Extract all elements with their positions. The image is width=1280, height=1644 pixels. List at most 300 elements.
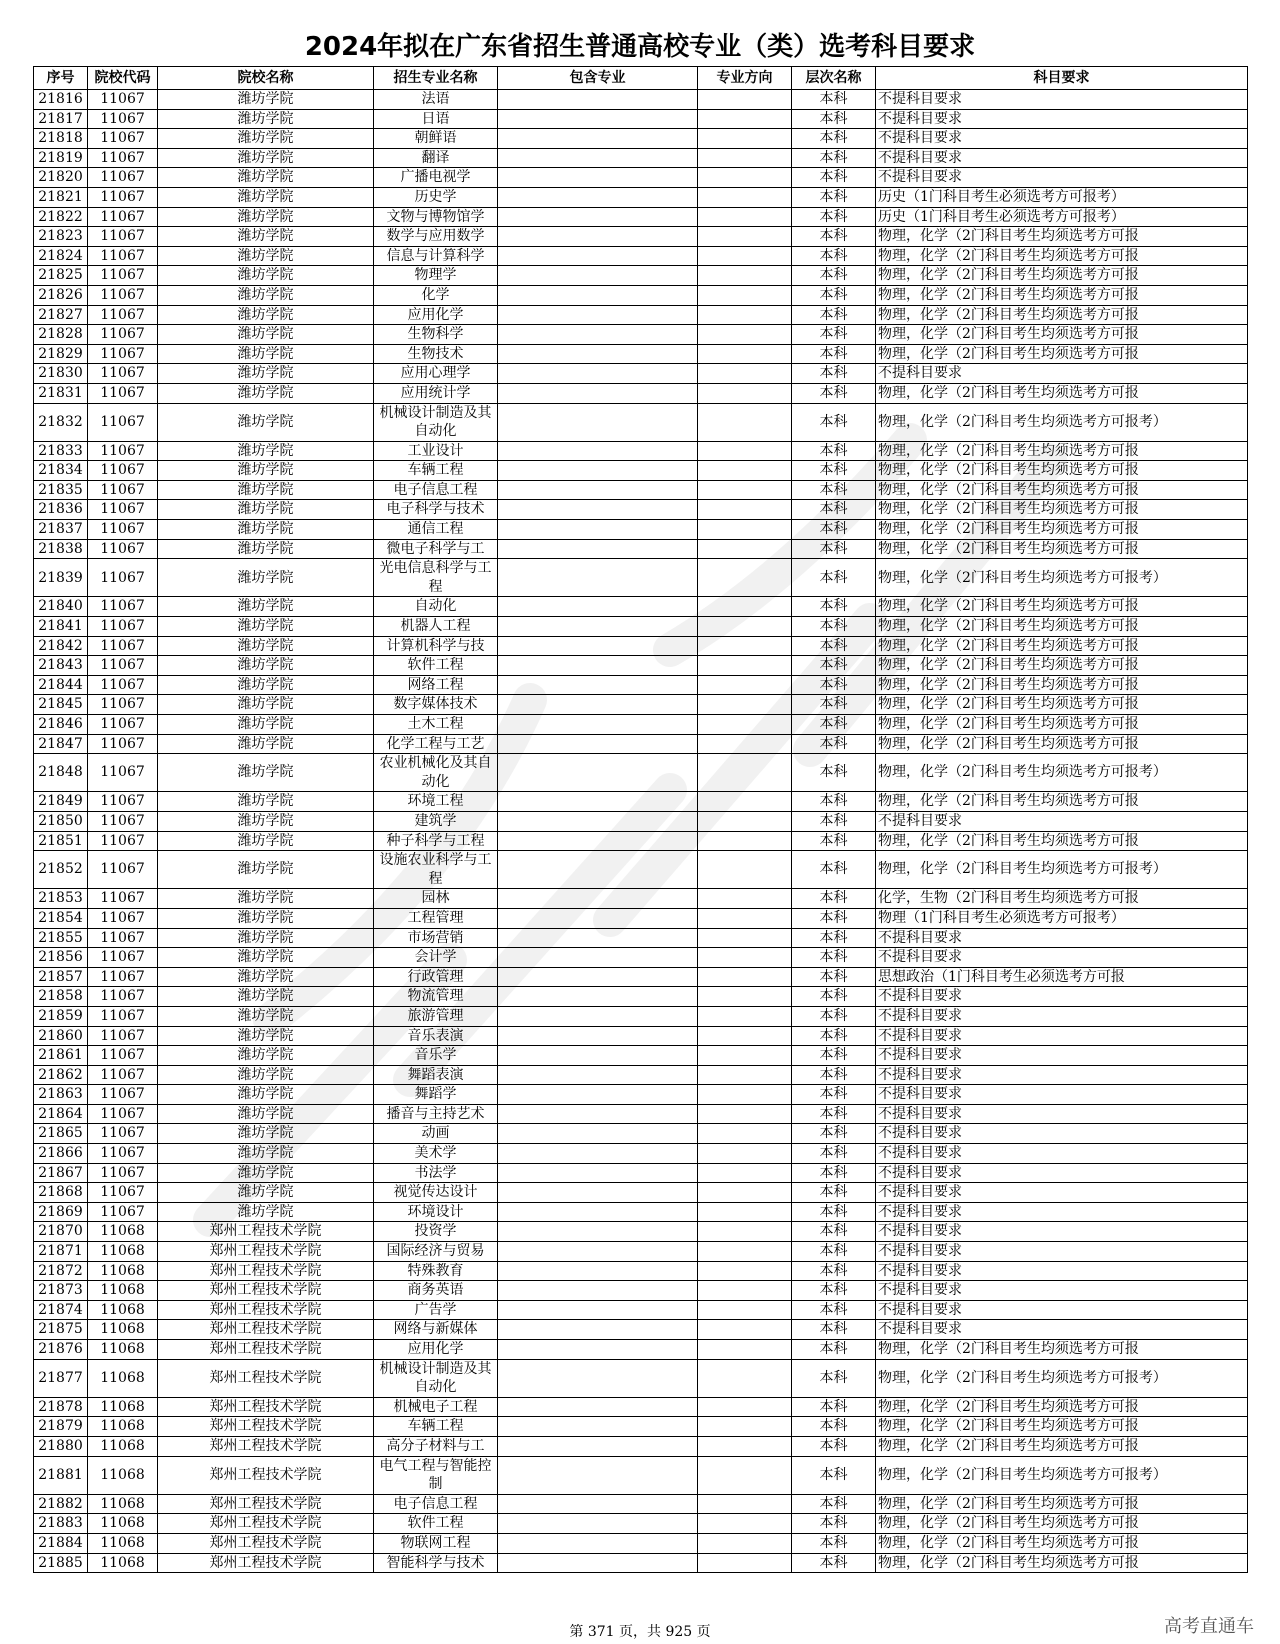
col-requirement-cell: 物理，化学（2门科目考生均须选考方可报 [876,715,1248,735]
col-level-cell: 本科 [792,1320,876,1340]
col-major-name-cell: 光电信息科学与工程 [374,559,498,597]
col-level-cell: 本科 [792,908,876,928]
col-included-majors-cell [498,109,698,129]
col-school-name-cell: 潍坊学院 [158,344,374,364]
col-level-cell: 本科 [792,754,876,792]
col-seq-cell: 21862 [34,1065,88,1085]
col-included-majors-cell [498,948,698,968]
table-row [34,1417,1248,1437]
col-requirement-cell: 历史（1门科目考生必须选考方可报考） [876,187,1248,207]
col-school-name-cell: 潍坊学院 [158,1202,374,1222]
col-seq-cell: 21852 [34,851,88,889]
table-row [34,403,1248,441]
col-school-name-cell: 郑州工程技术学院 [158,1261,374,1281]
col-level-cell: 本科 [792,967,876,987]
col-major-name-cell: 设施农业科学与工程 [374,851,498,889]
col-school-code-cell: 11067 [88,811,158,831]
col-direction-cell [698,285,792,305]
col-included-majors-cell [498,617,698,637]
col-requirement-cell: 化学，生物（2门科目考生均须选考方可报 [876,889,1248,909]
col-seq-cell: 21860 [34,1026,88,1046]
col-included-majors-cell [498,1494,698,1514]
col-level-cell: 本科 [792,1436,876,1456]
col-school-name-cell: 郑州工程技术学院 [158,1222,374,1242]
col-included-majors-cell [498,754,698,792]
col-direction-cell [698,811,792,831]
table-row [34,1065,1248,1085]
col-level-cell: 本科 [792,656,876,676]
col-seq-cell: 21840 [34,597,88,617]
col-school-name-cell: 潍坊学院 [158,207,374,227]
col-level-cell: 本科 [792,266,876,286]
col-school-code-cell: 11067 [88,754,158,792]
col-major-name-cell: 广播电视学 [374,168,498,188]
col-major-name-cell: 环境设计 [374,1202,498,1222]
col-school-code-cell: 11068 [88,1494,158,1514]
col-requirement-cell: 物理，化学（2门科目考生均须选考方可报 [876,1533,1248,1553]
col-level-cell: 本科 [792,383,876,403]
col-included-majors-cell [498,403,698,441]
col-school-code-cell: 11068 [88,1553,158,1573]
col-requirement-cell: 不提科目要求 [876,1242,1248,1262]
col-requirement-cell: 不提科目要求 [876,1144,1248,1164]
col-level-cell: 本科 [792,285,876,305]
col-level-cell: 本科 [792,520,876,540]
col-direction-cell [698,908,792,928]
col-direction-cell [698,1006,792,1026]
col-requirement-cell: 物理，化学（2门科目考生均须选考方可报考） [876,851,1248,889]
col-school-code-cell: 11067 [88,441,158,461]
col-requirement-cell: 不提科目要求 [876,148,1248,168]
col-school-code-cell: 11067 [88,948,158,968]
header-col-requirement: 科目要求 [876,67,1248,90]
col-level-cell: 本科 [792,1144,876,1164]
col-major-name-cell: 音乐学 [374,1046,498,1066]
col-requirement-cell: 物理，化学（2门科目考生均须选考方可报 [876,1397,1248,1417]
col-direction-cell [698,928,792,948]
col-included-majors-cell [498,1553,698,1573]
col-direction-cell [698,305,792,325]
col-school-code-cell: 11067 [88,1026,158,1046]
col-school-name-cell: 潍坊学院 [158,948,374,968]
col-seq-cell: 21829 [34,344,88,364]
col-school-code-cell: 11067 [88,246,158,266]
col-school-code-cell: 11067 [88,1046,158,1066]
col-requirement-cell: 不提科目要求 [876,1104,1248,1124]
col-level-cell: 本科 [792,1514,876,1534]
col-school-name-cell: 潍坊学院 [158,480,374,500]
col-school-name-cell: 潍坊学院 [158,636,374,656]
col-school-name-cell: 潍坊学院 [158,987,374,1007]
col-school-code-cell: 11068 [88,1359,158,1397]
col-major-name-cell: 市场营销 [374,928,498,948]
col-major-name-cell: 机器人工程 [374,617,498,637]
col-seq-cell: 21879 [34,1417,88,1437]
col-school-code-cell: 11067 [88,344,158,364]
table-row [34,1261,1248,1281]
col-school-name-cell: 潍坊学院 [158,148,374,168]
col-direction-cell [698,597,792,617]
col-level-cell: 本科 [792,1065,876,1085]
col-direction-cell [698,1359,792,1397]
col-school-name-cell: 潍坊学院 [158,1124,374,1144]
col-seq-cell: 21865 [34,1124,88,1144]
table-row [34,325,1248,345]
col-major-name-cell: 物理学 [374,266,498,286]
col-school-code-cell: 11067 [88,908,158,928]
col-level-cell: 本科 [792,1261,876,1281]
col-seq-cell: 21838 [34,539,88,559]
col-school-code-cell: 11067 [88,1124,158,1144]
table-row [34,1183,1248,1203]
col-included-majors-cell [498,1026,698,1046]
col-major-name-cell: 朝鲜语 [374,129,498,149]
col-requirement-cell: 历史（1门科目考生必须选考方可报考） [876,207,1248,227]
col-major-name-cell: 播音与主持艺术 [374,1104,498,1124]
table-row [34,500,1248,520]
col-seq-cell: 21864 [34,1104,88,1124]
table-row [34,344,1248,364]
col-school-name-cell: 潍坊学院 [158,754,374,792]
col-included-majors-cell [498,441,698,461]
col-seq-cell: 21839 [34,559,88,597]
col-school-code-cell: 11067 [88,1065,158,1085]
col-direction-cell [698,1261,792,1281]
col-school-code-cell: 11067 [88,675,158,695]
col-school-code-cell: 11067 [88,715,158,735]
col-school-code-cell: 11067 [88,90,158,110]
col-direction-cell [698,1026,792,1046]
header-col-school-code: 院校代码 [88,67,158,90]
header-col-direction: 专业方向 [698,67,792,90]
col-major-name-cell: 特殊教育 [374,1261,498,1281]
col-level-cell: 本科 [792,305,876,325]
col-direction-cell [698,754,792,792]
col-seq-cell: 21826 [34,285,88,305]
table-row [34,1494,1248,1514]
table-row [34,266,1248,286]
table-row [34,1242,1248,1262]
col-level-cell: 本科 [792,928,876,948]
col-major-name-cell: 应用化学 [374,305,498,325]
col-level-cell: 本科 [792,715,876,735]
col-major-name-cell: 网络工程 [374,675,498,695]
col-requirement-cell: 不提科目要求 [876,1261,1248,1281]
col-level-cell: 本科 [792,1222,876,1242]
col-direction-cell [698,1124,792,1144]
col-school-code-cell: 11067 [88,559,158,597]
col-school-code-cell: 11067 [88,987,158,1007]
table-row [34,1359,1248,1397]
col-major-name-cell: 土木工程 [374,715,498,735]
col-school-name-cell: 郑州工程技术学院 [158,1281,374,1301]
col-level-cell: 本科 [792,1085,876,1105]
col-major-name-cell: 舞蹈表演 [374,1065,498,1085]
col-seq-cell: 21859 [34,1006,88,1026]
table-row [34,1085,1248,1105]
table-row [34,928,1248,948]
col-level-cell: 本科 [792,129,876,149]
col-school-code-cell: 11067 [88,403,158,441]
col-school-code-cell: 11067 [88,109,158,129]
col-level-cell: 本科 [792,695,876,715]
col-level-cell: 本科 [792,90,876,110]
col-requirement-cell: 物理，化学（2门科目考生均须选考方可报 [876,1514,1248,1534]
col-direction-cell [698,889,792,909]
col-level-cell: 本科 [792,109,876,129]
col-requirement-cell: 物理，化学（2门科目考生均须选考方可报 [876,383,1248,403]
col-direction-cell [698,1104,792,1124]
table-row [34,1436,1248,1456]
col-seq-cell: 21821 [34,187,88,207]
col-included-majors-cell [498,266,698,286]
col-direction-cell [698,948,792,968]
table-row [34,441,1248,461]
table-header-row [34,67,1248,90]
col-major-name-cell: 广告学 [374,1300,498,1320]
col-school-name-cell: 潍坊学院 [158,811,374,831]
col-school-name-cell: 郑州工程技术学院 [158,1494,374,1514]
col-seq-cell: 21818 [34,129,88,149]
col-level-cell: 本科 [792,1006,876,1026]
header-col-included-majors: 包含专业 [498,67,698,90]
col-major-name-cell: 软件工程 [374,656,498,676]
col-requirement-cell: 不提科目要求 [876,1320,1248,1340]
col-seq-cell: 21830 [34,364,88,384]
table-row [34,305,1248,325]
col-requirement-cell: 物理，化学（2门科目考生均须选考方可报 [876,305,1248,325]
col-school-name-cell: 潍坊学院 [158,831,374,851]
col-level-cell: 本科 [792,148,876,168]
col-included-majors-cell [498,1104,698,1124]
col-direction-cell [698,715,792,735]
col-school-code-cell: 11068 [88,1436,158,1456]
col-major-name-cell: 数学与应用数学 [374,227,498,247]
col-seq-cell: 21878 [34,1397,88,1417]
col-seq-cell: 21881 [34,1456,88,1494]
col-requirement-cell: 物理，化学（2门科目考生均须选考方可报考） [876,1359,1248,1397]
col-requirement-cell: 物理，化学（2门科目考生均须选考方可报 [876,1494,1248,1514]
col-school-name-cell: 潍坊学院 [158,656,374,676]
col-school-name-cell: 潍坊学院 [158,967,374,987]
col-included-majors-cell [498,383,698,403]
col-direction-cell [698,1456,792,1494]
table-row [34,168,1248,188]
col-school-name-cell: 潍坊学院 [158,1026,374,1046]
col-requirement-cell: 物理，化学（2门科目考生均须选考方可报 [876,520,1248,540]
col-seq-cell: 21882 [34,1494,88,1514]
page-footer: 第 371 页，共 925 页 [569,1624,711,1640]
col-included-majors-cell [498,148,698,168]
col-requirement-cell: 物理，化学（2门科目考生均须选考方可报 [876,480,1248,500]
col-school-name-cell: 潍坊学院 [158,461,374,481]
col-seq-cell: 21880 [34,1436,88,1456]
col-included-majors-cell [498,325,698,345]
table-row [34,480,1248,500]
col-included-majors-cell [498,967,698,987]
col-seq-cell: 21816 [34,90,88,110]
col-level-cell: 本科 [792,734,876,754]
col-school-name-cell: 潍坊学院 [158,617,374,637]
col-seq-cell: 21877 [34,1359,88,1397]
col-school-name-cell: 潍坊学院 [158,1006,374,1026]
col-included-majors-cell [498,656,698,676]
col-level-cell: 本科 [792,1456,876,1494]
col-school-name-cell: 潍坊学院 [158,227,374,247]
col-included-majors-cell [498,1163,698,1183]
col-direction-cell [698,559,792,597]
table-row [34,851,1248,889]
col-school-code-cell: 11068 [88,1533,158,1553]
page-title: 2024年拟在广东省招生普通高校专业（类）选考科目要求 [304,32,976,62]
table-row [34,187,1248,207]
col-level-cell: 本科 [792,1104,876,1124]
brand-label: 高考直通车 [1164,1616,1254,1637]
col-seq-cell: 21846 [34,715,88,735]
col-school-code-cell: 11067 [88,792,158,812]
col-major-name-cell: 文物与博物馆学 [374,207,498,227]
table-row [34,461,1248,481]
col-requirement-cell: 不提科目要求 [876,1065,1248,1085]
col-level-cell: 本科 [792,792,876,812]
col-school-name-cell: 郑州工程技术学院 [158,1320,374,1340]
col-level-cell: 本科 [792,403,876,441]
col-school-code-cell: 11067 [88,1104,158,1124]
col-included-majors-cell [498,1397,698,1417]
col-included-majors-cell [498,831,698,851]
col-major-name-cell: 行政管理 [374,967,498,987]
col-school-name-cell: 潍坊学院 [158,129,374,149]
col-direction-cell [698,1183,792,1203]
col-school-name-cell: 郑州工程技术学院 [158,1456,374,1494]
col-major-name-cell: 工业设计 [374,441,498,461]
col-school-code-cell: 11067 [88,539,158,559]
col-major-name-cell: 通信工程 [374,520,498,540]
col-major-name-cell: 美术学 [374,1144,498,1164]
col-seq-cell: 21820 [34,168,88,188]
col-school-code-cell: 11067 [88,187,158,207]
table-row [34,1163,1248,1183]
col-school-code-cell: 11067 [88,636,158,656]
col-major-name-cell: 计算机科学与技 [374,636,498,656]
col-school-code-cell: 11067 [88,656,158,676]
col-school-code-cell: 11068 [88,1222,158,1242]
col-requirement-cell: 不提科目要求 [876,1183,1248,1203]
col-school-name-cell: 潍坊学院 [158,187,374,207]
col-school-name-cell: 郑州工程技术学院 [158,1533,374,1553]
col-major-name-cell: 物流管理 [374,987,498,1007]
col-included-majors-cell [498,168,698,188]
col-direction-cell [698,1340,792,1360]
col-included-majors-cell [498,500,698,520]
col-level-cell: 本科 [792,1494,876,1514]
col-direction-cell [698,364,792,384]
col-level-cell: 本科 [792,636,876,656]
col-level-cell: 本科 [792,461,876,481]
col-major-name-cell: 车辆工程 [374,1417,498,1437]
col-major-name-cell: 法语 [374,90,498,110]
col-seq-cell: 21856 [34,948,88,968]
col-requirement-cell: 不提科目要求 [876,1026,1248,1046]
table-row [34,90,1248,110]
col-included-majors-cell [498,1006,698,1026]
col-level-cell: 本科 [792,1417,876,1437]
col-direction-cell [698,734,792,754]
table-row [34,148,1248,168]
col-included-majors-cell [498,1300,698,1320]
col-school-name-cell: 郑州工程技术学院 [158,1417,374,1437]
col-school-name-cell: 郑州工程技术学院 [158,1359,374,1397]
col-school-code-cell: 11067 [88,889,158,909]
col-level-cell: 本科 [792,441,876,461]
col-major-name-cell: 电子科学与技术 [374,500,498,520]
col-school-name-cell: 潍坊学院 [158,285,374,305]
col-major-name-cell: 动画 [374,1124,498,1144]
col-requirement-cell: 不提科目要求 [876,129,1248,149]
table-row [34,1006,1248,1026]
col-included-majors-cell [498,889,698,909]
col-school-code-cell: 11067 [88,1144,158,1164]
col-direction-cell [698,500,792,520]
col-school-name-cell: 潍坊学院 [158,792,374,812]
table-row [34,908,1248,928]
col-level-cell: 本科 [792,1397,876,1417]
col-included-majors-cell [498,987,698,1007]
col-school-name-cell: 郑州工程技术学院 [158,1436,374,1456]
col-requirement-cell: 物理，化学（2门科目考生均须选考方可报 [876,441,1248,461]
col-level-cell: 本科 [792,344,876,364]
col-seq-cell: 21858 [34,987,88,1007]
col-major-name-cell: 智能科学与技术 [374,1553,498,1573]
col-major-name-cell: 机械设计制造及其自动化 [374,1359,498,1397]
table-row [34,1144,1248,1164]
col-included-majors-cell [498,1320,698,1340]
col-school-name-cell: 潍坊学院 [158,1183,374,1203]
col-seq-cell: 21819 [34,148,88,168]
col-seq-cell: 21855 [34,928,88,948]
col-school-name-cell: 潍坊学院 [158,403,374,441]
col-level-cell: 本科 [792,1046,876,1066]
col-school-name-cell: 潍坊学院 [158,109,374,129]
col-included-majors-cell [498,1144,698,1164]
col-school-code-cell: 11068 [88,1417,158,1437]
col-direction-cell [698,987,792,1007]
col-school-code-cell: 11067 [88,364,158,384]
col-requirement-cell: 物理，化学（2门科目考生均须选考方可报 [876,1553,1248,1573]
col-requirement-cell: 物理，化学（2门科目考生均须选考方可报 [876,695,1248,715]
col-included-majors-cell [498,480,698,500]
col-requirement-cell: 物理，化学（2门科目考生均须选考方可报 [876,792,1248,812]
col-included-majors-cell [498,1124,698,1144]
table-row [34,129,1248,149]
col-included-majors-cell [498,246,698,266]
col-direction-cell [698,1085,792,1105]
col-seq-cell: 21874 [34,1300,88,1320]
col-direction-cell [698,109,792,129]
col-requirement-cell: 物理，化学（2门科目考生均须选考方可报 [876,831,1248,851]
col-school-code-cell: 11067 [88,207,158,227]
col-level-cell: 本科 [792,1340,876,1360]
table-row [34,1026,1248,1046]
col-included-majors-cell [498,305,698,325]
col-direction-cell [698,266,792,286]
col-school-name-cell: 潍坊学院 [158,1163,374,1183]
col-school-code-cell: 11068 [88,1340,158,1360]
col-school-name-cell: 潍坊学院 [158,325,374,345]
col-requirement-cell: 物理，化学（2门科目考生均须选考方可报 [876,266,1248,286]
col-requirement-cell: 不提科目要求 [876,90,1248,110]
col-included-majors-cell [498,1222,698,1242]
